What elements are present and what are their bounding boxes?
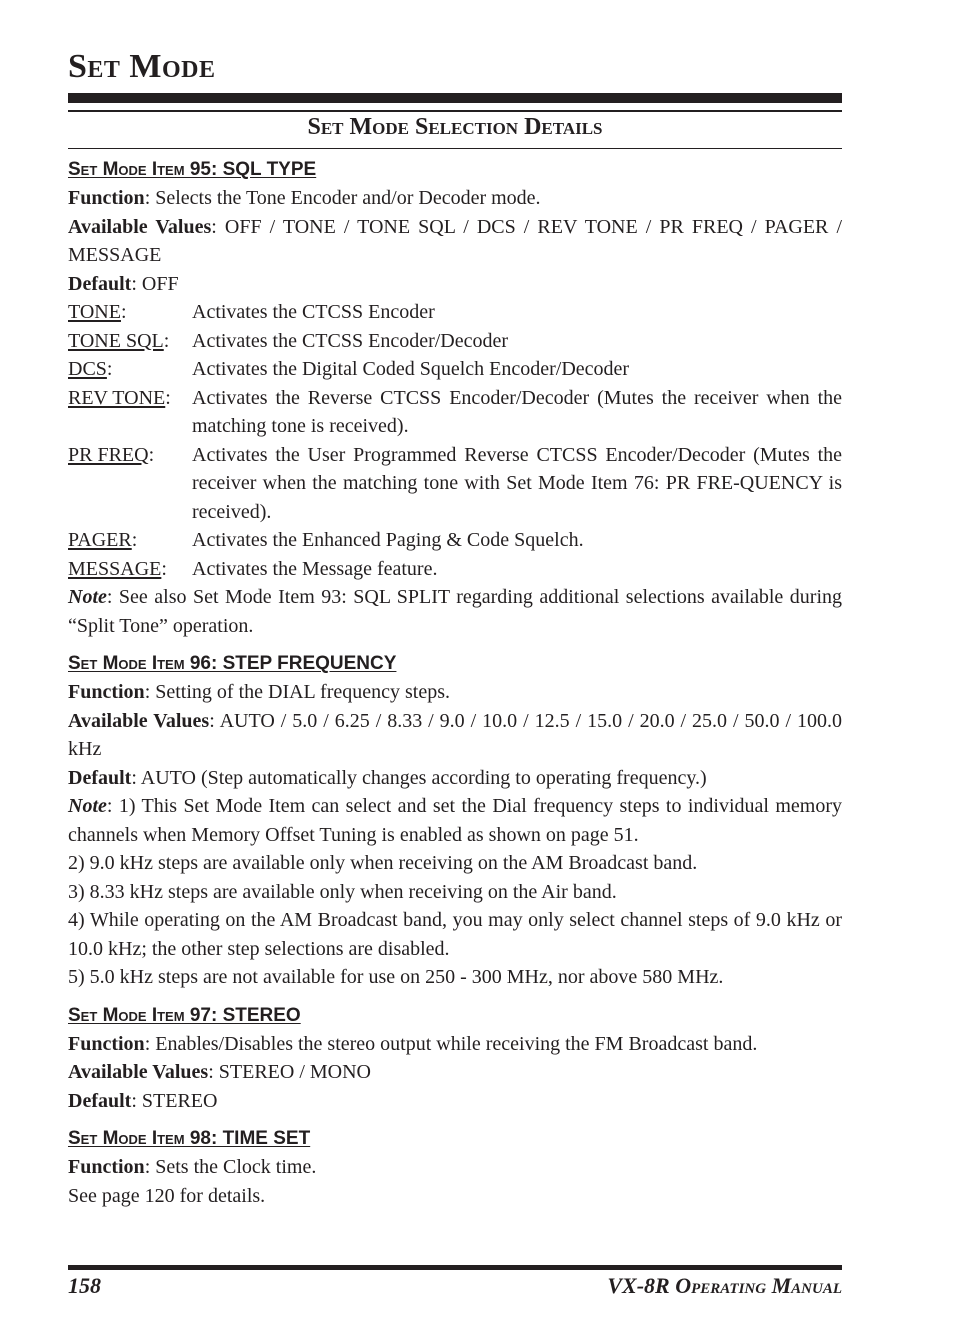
function-label: Function — [68, 187, 145, 209]
definition-desc: Activates the Enhanced Paging & Code Squelch. — [192, 529, 584, 551]
function-text: : Sets the Clock time. — [144, 1156, 317, 1178]
item-heading: Set Mode Item 95: SQL TYPE — [68, 159, 317, 180]
values-text: : OFF / TONE / TONE SQL / DCS / REV TONE / PR FREQ / PAGER / MESSAGE — [68, 215, 843, 266]
item-heading: Set Mode Item 96: STEP FREQUENCY — [68, 653, 397, 674]
default-text: : STEREO — [131, 1089, 218, 1112]
note-text: : See also Set Mode Item 93: SQL SPLIT regarding additional selections available during “Split Tone” operation. — [68, 586, 842, 637]
note-item: 3) 8.33 kHz steps are available only when receiving on the Air band. — [68, 880, 617, 903]
definition-desc: Activates the Message feature. — [192, 557, 438, 580]
default-label: Default — [68, 1089, 132, 1112]
default-text: : AUTO (Step automatically changes according to operating frequency.) — [131, 766, 707, 789]
values-label: Available Values — [68, 1061, 209, 1083]
definition-row — [68, 441, 842, 527]
set-mode-item-97 — [68, 1002, 842, 1116]
function-label: Function — [68, 681, 145, 703]
function-text: : Enables/Disables the stereo output while receiving the FM Broadcast band. — [144, 1032, 758, 1055]
definition-term: REV TONE: — [68, 386, 171, 409]
definition-term: PAGER: — [68, 529, 138, 551]
definition-desc: Activates the CTCSS Encoder — [192, 301, 435, 323]
note-label: Note — [68, 586, 107, 608]
function-line — [68, 184, 842, 213]
function-label: Function — [68, 1032, 145, 1055]
set-mode-item-96 — [68, 650, 842, 992]
note-item: 4) While operating on the AM Broadcast band, you may only select channel steps of 9.0 kHz or 10.0 kHz; the other step selections are disabled. — [68, 909, 842, 960]
default-text: : OFF — [131, 272, 179, 295]
note-text: : 1) This Set Mode Item can select and set the Dial frequency steps to individual memory channels when Memory Offset Tuning is enabled as shown on page 51. — [68, 795, 842, 846]
default-label: Default — [68, 272, 132, 295]
set-mode-item-95 — [68, 156, 842, 640]
default-line — [68, 1087, 842, 1116]
section-title: Set Mode Selection Details — [307, 114, 603, 140]
extra-line: See page 120 for details. — [68, 1184, 266, 1207]
function-text: : Setting of the DIAL frequency steps. — [144, 681, 450, 703]
values-label: Available Values — [68, 215, 212, 238]
footer-rule — [68, 1265, 842, 1270]
function-line — [68, 1153, 842, 1182]
note-item: 5) 5.0 kHz steps are not available for use on 250 - 300 MHz, nor above 580 MHz. — [68, 966, 724, 988]
function-line — [68, 678, 842, 707]
note-line — [68, 792, 842, 849]
definition-row — [68, 355, 842, 384]
default-line — [68, 764, 842, 793]
values-text: : AUTO / 5.0 / 6.25 / 8.33 / 9.0 / 10.0 / 12.5 / 15.0 / 20.0 / 25.0 / 50.0 / 100.0 kHz — [68, 709, 843, 760]
item-heading: Set Mode Item 97: STEREO — [68, 1004, 301, 1026]
definition-row — [68, 526, 842, 555]
definition-row — [68, 298, 842, 327]
definition-row — [68, 555, 842, 584]
item-heading: Set Mode Item 98: TIME SET — [68, 1128, 311, 1149]
section-rule-bottom — [68, 148, 842, 149]
header-rule-thick — [68, 93, 842, 103]
definition-desc: Activates the Reverse CTCSS Encoder/Decoder (Mutes the receiver when the matching tone is received). — [192, 386, 842, 437]
definition-term: DCS: — [68, 358, 113, 380]
function-label: Function — [68, 1156, 145, 1178]
set-mode-item-98 — [68, 1125, 842, 1210]
note-line — [68, 583, 842, 640]
definition-row — [68, 327, 842, 356]
values-text: : STEREO / MONO — [208, 1061, 372, 1083]
values-label: Available Values — [68, 709, 210, 732]
section-rule-top — [68, 110, 842, 112]
definition-desc: Activates the CTCSS Encoder/Decoder — [192, 329, 509, 352]
definition-row — [68, 384, 842, 441]
note-item: 2) 9.0 kHz steps are available only when receiving on the AM Broadcast band. — [68, 852, 698, 874]
values-line — [68, 213, 842, 270]
chapter-title: Set Mode — [68, 48, 216, 85]
manual-title: VX-8R Operating Manual — [607, 1273, 842, 1298]
page-content — [68, 156, 842, 1220]
note-label: Note — [68, 795, 107, 817]
definition-term: MESSAGE: — [68, 557, 167, 580]
definition-term: TONE: — [68, 301, 127, 323]
function-text: : Selects the Tone Encoder and/or Decoder mode. — [144, 187, 541, 209]
function-line — [68, 1030, 842, 1059]
definition-term: PR FREQ: — [68, 443, 155, 466]
values-line — [68, 707, 842, 764]
default-line — [68, 270, 842, 299]
values-line — [68, 1058, 842, 1087]
default-label: Default — [68, 766, 132, 789]
definition-list — [68, 298, 842, 583]
page-number: 158 — [68, 1273, 101, 1298]
definition-desc: Activates the User Programmed Reverse CTCSS Encoder/Decoder (Mutes the receiver when the matching tone with Set Mode Item 76: PR FRE-QUENCY is received). — [192, 443, 842, 523]
definition-term: TONE SQL: — [68, 329, 170, 352]
definition-desc: Activates the Digital Coded Squelch Encoder/Decoder — [192, 358, 630, 380]
